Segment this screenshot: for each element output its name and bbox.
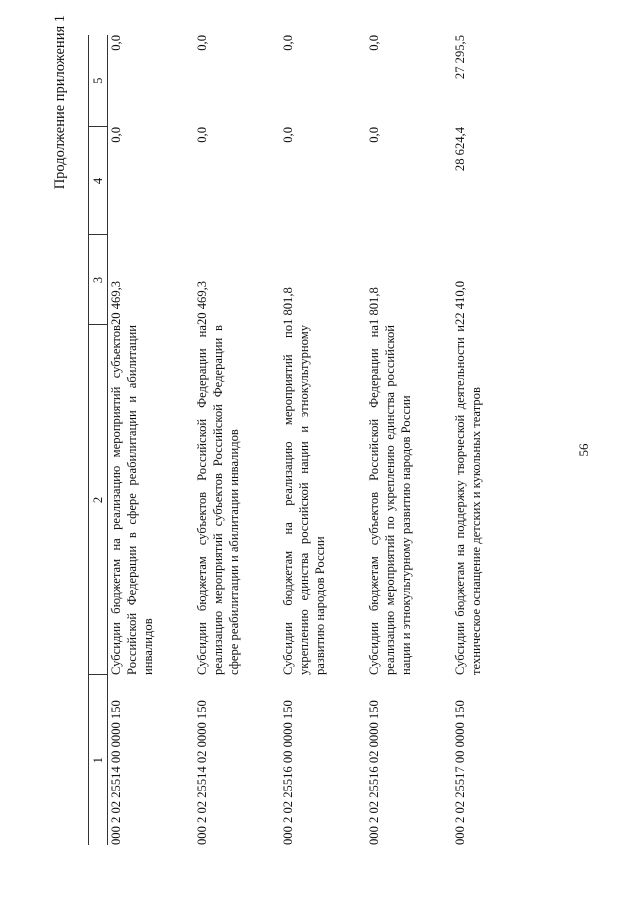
budget-description: Субсидии бюджетам на реализацию мероприятий субъектов Российской Федерации в сфере реабилитации и абилитации инвалидов xyxy=(109,325,156,675)
column-header: 2 xyxy=(89,325,108,675)
value-col4: 0,0 xyxy=(366,127,381,143)
table-row xyxy=(108,35,194,845)
value-col4: 28 624,4 xyxy=(452,127,467,172)
value-col5: 0,0 xyxy=(366,35,381,51)
budget-description: Субсидии бюджетам субъектов Российской Федерации на реализацию мероприятий по укреплению единства российской нации и этнокультурному развитию народов России xyxy=(366,325,413,675)
value-col5: 0,0 xyxy=(280,35,295,51)
table-header-row xyxy=(89,35,108,845)
value-col5: 27 295,5 xyxy=(452,35,467,80)
budget-description: Субсидии бюджетам на поддержку творческой деятельности и техническое оснащение детских и кукольных театров xyxy=(452,325,483,675)
budget-description: Субсидии бюджетам субъектов Российской Федерации на реализацию мероприятий субъектов Российской Федерации в сфере реабилитации и абилитации инвалидов xyxy=(194,325,241,675)
value-col5: 0,0 xyxy=(109,35,123,51)
value-col3: 22 410,0 xyxy=(452,280,467,325)
budget-table xyxy=(88,35,540,845)
column-header: 4 xyxy=(89,127,108,235)
value-col3: 20 469,3 xyxy=(109,280,123,325)
table-row xyxy=(366,35,452,845)
value-col4: 0,0 xyxy=(194,127,209,143)
column-header: 1 xyxy=(89,675,108,845)
value-col3: 20 469,3 xyxy=(194,280,209,325)
budget-code: 000 2 02 25514 00 0000 150 xyxy=(109,700,123,845)
table-row xyxy=(194,35,280,845)
value-col3: 1 801,8 xyxy=(280,287,295,325)
column-header: 5 xyxy=(89,35,108,127)
budget-code: 000 2 02 25516 02 0000 150 xyxy=(366,700,381,845)
table-row xyxy=(452,35,540,845)
column-header: 3 xyxy=(89,235,108,325)
budget-code: 000 2 02 25516 00 0000 150 xyxy=(280,700,295,845)
value-col5: 0,0 xyxy=(194,35,209,51)
page-number: 56 xyxy=(576,443,591,457)
value-col3: 1 801,8 xyxy=(366,287,381,325)
value-col4: 0,0 xyxy=(109,127,123,143)
budget-code: 000 2 02 25514 02 0000 150 xyxy=(194,700,209,845)
table-row xyxy=(280,35,366,845)
budget-description: Субсидии бюджетам на реализацию мероприятий по укреплению единства российской нации и этнокультурному развитию народов России xyxy=(280,325,327,675)
budget-code: 000 2 02 25517 00 0000 150 xyxy=(452,700,467,845)
appendix-caption: Продолжение приложения 1 xyxy=(52,15,68,190)
value-col4: 0,0 xyxy=(280,127,295,143)
